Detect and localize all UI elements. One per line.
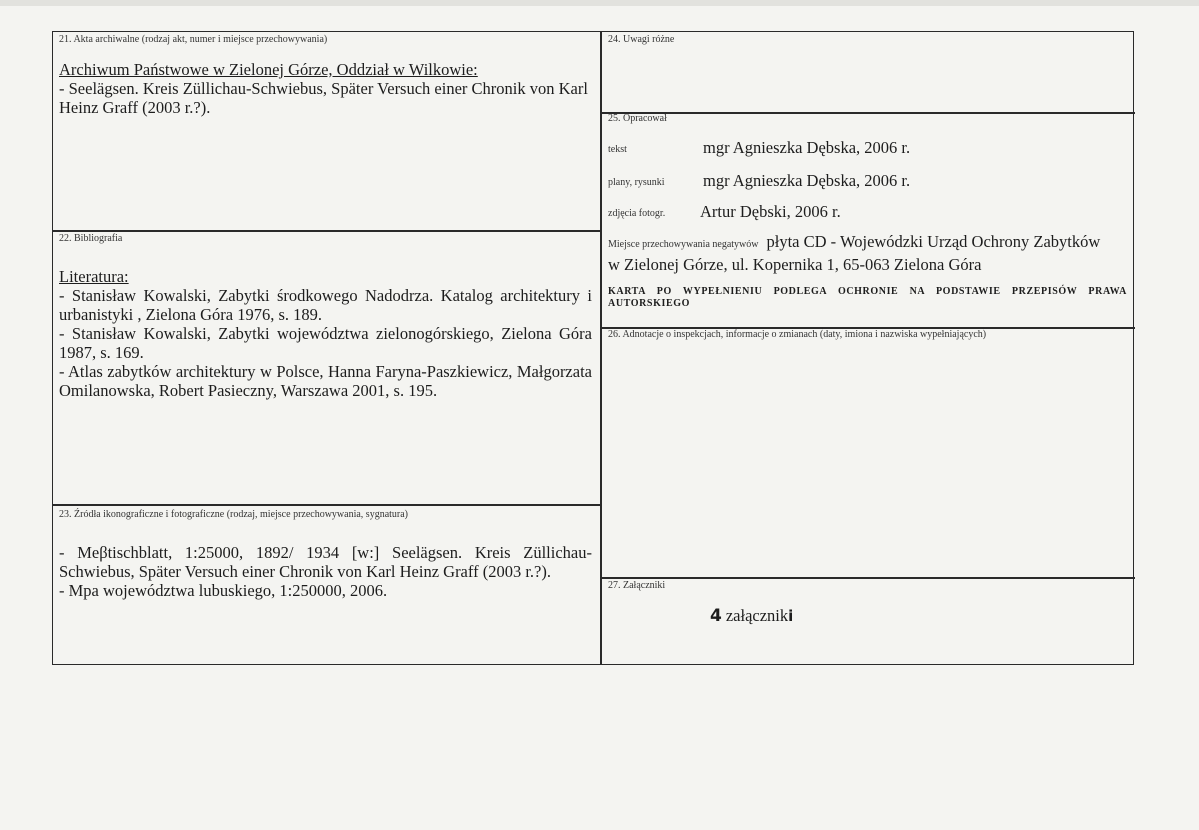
attachments-text: załącznik [725, 606, 789, 625]
negatives-storage-value-line1: płyta CD - Wojewódzki Urząd Ochrony Zabytków [766, 232, 1101, 251]
section-23-iconographic-sources [53, 505, 600, 665]
text-author-label: tekst [608, 144, 627, 155]
section-24-remarks [602, 32, 1135, 112]
photos-author-value: Artur Dębski, 2006 r. [700, 202, 841, 221]
bibliography-item-1: - Stanisław Kowalski, Zabytki środkowego Nadodrza. Katalog architektury i urbanistyki , Zielona Góra 1976, s. 189. [59, 286, 592, 324]
section-21-content [59, 60, 592, 117]
archive-heading: Archiwum Państwowe w Zielonej Górze, Oddział w Wilkowie: [59, 60, 478, 79]
section-25-label: 25. Opracował [608, 113, 667, 124]
bibliography-item-2: - Stanisław Kowalski, Zabytki województwa zielonogórskiego, Zielona Góra 1987, s. 169. [59, 324, 592, 362]
photos-author-label: zdjęcia fotogr. [608, 208, 666, 219]
negatives-storage-label: Miejsce przechowywania negatywów [608, 239, 759, 250]
literature-heading: Literatura: [59, 267, 129, 286]
section-27-attachments [602, 578, 1135, 664]
copyright-notice: KARTA PO WYPEŁNIENIU PODLEGA OCHRONIE NA PODSTAWIE PRZEPISÓW PRAWA AUTORSKIEGO [608, 286, 1127, 309]
section-25-prepared-by [602, 113, 1135, 327]
section-22-bibliography [53, 231, 600, 504]
attachments-count: 4 [710, 606, 722, 626]
negatives-storage [608, 232, 1127, 276]
archive-entry: - Seelägsen. Kreis Züllichau-Schwiebus, Später Versuch einer Chronik von Karl Heinz Graff (2003 r.?). [59, 79, 588, 117]
section-24-label: 24. Uwagi różne [608, 34, 675, 45]
record-card-form [52, 31, 1134, 665]
section-26-inspection-notes [602, 328, 1135, 577]
attachments-suffix: i [788, 607, 794, 625]
bibliography-item-3: - Atlas zabytków architektury w Polsce, Hanna Faryna-Paszkiewicz, Małgorzata Omilanowska, Robert Pasieczny, Warszawa 2001, s. 195. [59, 362, 592, 400]
section-23-label: 23. Źródła ikonograficzne i fotograficzne (rodzaj, miejsce przechowywania, sygnatura) [59, 509, 409, 520]
negatives-storage-value-line2: w Zielonej Górze, ul. Kopernika 1, 65-063 Zielona Góra [608, 255, 982, 274]
text-author-value: mgr Agnieszka Dębska, 2006 r. [703, 138, 911, 157]
iconographic-item-2: - Mpa województwa lubuskiego, 1:250000, 2006. [59, 581, 388, 600]
iconographic-item-1: - Meβtischblatt, 1:25000, 1892/ 1934 [w:] Seelägsen. Kreis Züllichau-Schwiebus, Später Versuch einer Chronik von Karl Heinz Graff (2003 r.?). [59, 543, 592, 581]
drawings-author-value: mgr Agnieszka Dębska, 2006 r. [703, 171, 911, 190]
section-26-label: 26. Adnotacje o inspekcjach, informacje o zmianach (daty, imiona i nazwiska wypełniających) [608, 329, 987, 340]
section-23-content [59, 543, 592, 600]
section-21-label: 21. Akta archiwalne (rodzaj akt, numer i miejsce przechowywania) [59, 34, 328, 45]
section-27-label: 27. Załączniki [608, 580, 666, 591]
section-22-label: 22. Bibliografia [59, 233, 123, 244]
section-21-archival-records [53, 32, 600, 230]
attachments-entry [710, 606, 793, 626]
section-22-content [59, 267, 592, 400]
drawings-author-label: plany, rysunki [608, 177, 665, 188]
scan-edge [0, 0, 1199, 6]
